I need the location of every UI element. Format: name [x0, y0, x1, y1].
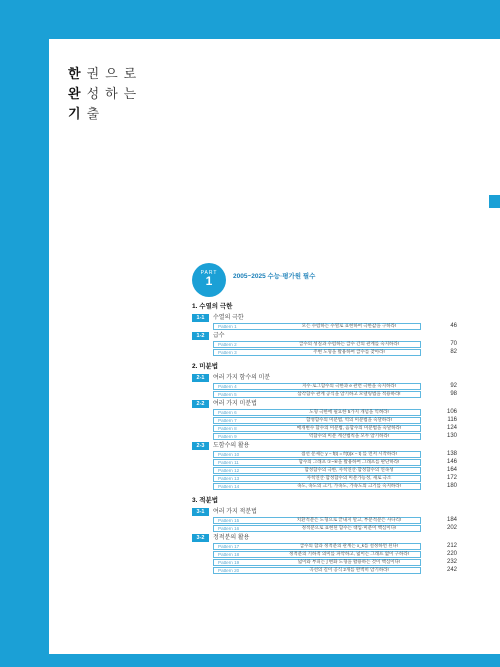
section-row: [192, 507, 462, 516]
part-label: PART: [200, 270, 218, 276]
pattern-box: [213, 559, 421, 566]
pattern-description: 지수·로그함수의 극한과 e 관련 극한을 숙지하라!: [301, 383, 397, 388]
pattern-entry[interactable]: [192, 466, 462, 474]
pattern-entry[interactable]: [192, 432, 462, 440]
pattern-description: 접선 문제는 y − f(t) = f'(t)(x − t) 를 먼저 시작하라!: [301, 451, 397, 456]
pattern-box: [213, 543, 421, 550]
page-number: 82: [450, 349, 457, 355]
pattern-description: 합성함수의 극한, 사칙연산·합성함수의 연속성: [304, 467, 394, 472]
pattern-label: Pattern 7: [218, 417, 237, 423]
book-title-row-1: [68, 64, 142, 84]
pattern-label: Pattern 12: [218, 467, 240, 473]
pattern-entry[interactable]: [192, 450, 462, 458]
section-row: [192, 331, 462, 340]
section-title: 여러 가지 미분법: [213, 400, 257, 407]
pattern-label: Pattern 19: [218, 559, 240, 565]
section-title: 여러 가지 함수의 미분: [213, 374, 271, 381]
page-number: 106: [446, 409, 457, 415]
pattern-label: Pattern 1: [218, 323, 237, 329]
pattern-label: Pattern 15: [218, 517, 240, 523]
page-number: 180: [446, 483, 457, 489]
page-number: 232: [446, 559, 457, 565]
section-row: [192, 399, 462, 408]
pattern-box: [213, 451, 421, 458]
book-title-row-3: [68, 104, 142, 124]
pattern-label: Pattern 4: [218, 383, 237, 389]
pattern-entry[interactable]: [192, 382, 462, 390]
pattern-description: 급수의 합과 정적분의 관계는 x_k를 설정하면 된다!: [299, 543, 399, 548]
part-title: 2005~2025 수능·평가원 필수: [233, 273, 316, 280]
pattern-entry[interactable]: [192, 390, 462, 398]
pattern-box: [213, 567, 421, 574]
chapter-title: 2. 미분법: [192, 363, 219, 370]
pattern-box: [213, 417, 421, 424]
page-number: 124: [446, 425, 457, 431]
section-title: 여러 가지 적분법: [213, 508, 257, 515]
section-title: 도함수의 활용: [213, 442, 250, 449]
section-number-badge: 2-3: [192, 442, 209, 450]
section-row: [192, 313, 462, 322]
pattern-description: 모든 수렴하는 수열로 표현하여 극한값을 구하라!: [301, 323, 397, 328]
section-number-badge: 2-2: [192, 400, 209, 408]
pattern-description: 곡선의 길이 공식 2개를 완벽히 암기하라!: [309, 567, 389, 572]
pattern-description: 넓이와 부피는 ∫ 변화 도형을 활용하는 것이 핵심이다!: [297, 559, 401, 564]
pattern-description: 사칙연산·합성함수의 미분가능성, 새로 극소: [306, 475, 392, 480]
pattern-label: Pattern 3: [218, 349, 237, 355]
part-badge: [192, 263, 226, 297]
title-initial: 한: [68, 66, 87, 81]
title-rest: 권으로: [86, 66, 143, 81]
section-row: [192, 533, 462, 542]
pattern-entry[interactable]: [192, 524, 462, 532]
page-number: 70: [450, 341, 457, 347]
pattern-entry[interactable]: [192, 408, 462, 416]
pattern-box: [213, 467, 421, 474]
pattern-description: 치환적분은 도형으로 끝내지 말고, 부분적분은 사다리!: [296, 517, 402, 522]
pattern-box: [213, 517, 421, 524]
pattern-label: Pattern 11: [218, 459, 239, 465]
pattern-description: 주변 도형을 활용하여 급수를 찾아라!: [313, 349, 385, 354]
pattern-label: Pattern 9: [218, 433, 237, 439]
pattern-entry[interactable]: [192, 558, 462, 566]
table-of-contents: [192, 296, 462, 574]
pattern-entry[interactable]: [192, 474, 462, 482]
pattern-box: [213, 475, 421, 482]
pattern-box: [213, 383, 421, 390]
section-row: [192, 441, 462, 450]
chapter-title: 3. 적분법: [192, 497, 219, 504]
pattern-entry[interactable]: [192, 566, 462, 574]
book-title-row-2: [68, 84, 142, 104]
pattern-entry[interactable]: [192, 550, 462, 558]
page-number: 130: [446, 433, 457, 439]
pattern-entry[interactable]: [192, 424, 462, 432]
pattern-box: [213, 409, 421, 416]
pattern-description: 속도, 속도의 크기, 가속도, 가속도의 크기를 숙지하라!: [297, 483, 401, 488]
pattern-label: Pattern 6: [218, 409, 237, 415]
title-rest: 성하는: [86, 86, 143, 101]
section-number-badge: 2-1: [192, 374, 209, 382]
page-number: 138: [446, 451, 457, 457]
pattern-entry[interactable]: [192, 416, 462, 424]
pattern-description: 매개변수 함수의 미분법, 음함수의 미분법을 숙달하라!: [296, 425, 402, 430]
pattern-label: Pattern 17: [218, 543, 240, 549]
pattern-description: 정적분의 기하적 의미를 파악하고, 넓이는 그래프 없이 구하라!: [289, 551, 409, 556]
section-number-badge: 3-2: [192, 534, 209, 542]
pattern-description: 함수의 그래프 ①~⑥을 활용하여 그래프를 판단하라!: [298, 459, 400, 464]
pattern-label: Pattern 18: [218, 551, 240, 557]
pattern-label: Pattern 2: [218, 341, 237, 347]
section-title: 수열의 극한: [213, 314, 244, 321]
section-number-badge: 3-1: [192, 508, 209, 516]
pattern-box: [213, 433, 421, 440]
page-number: 92: [450, 383, 457, 389]
part-number: 1: [205, 274, 213, 288]
page-number: 220: [446, 551, 457, 557]
pattern-box: [213, 323, 421, 330]
pattern-label: Pattern 8: [218, 425, 237, 431]
pattern-description: 삼각함수 관계 공식을 암기하고 모델링법을 적용하라!: [297, 391, 401, 396]
pattern-entry[interactable]: [192, 482, 462, 490]
pattern-entry[interactable]: [192, 458, 462, 466]
page-number: 116: [447, 417, 457, 423]
pattern-box: [213, 425, 421, 432]
page-number: 146: [446, 459, 457, 465]
pattern-description: 도형 극한에 필요한 5가지 개념을 익혀라!: [309, 409, 389, 414]
pattern-entry[interactable]: [192, 322, 462, 330]
page-number: 242: [446, 567, 457, 573]
title-initial: 완: [68, 86, 87, 101]
side-tab-marker: [489, 195, 500, 208]
chapter-title: 1. 수열의 극한: [192, 303, 233, 310]
section-row: [192, 373, 462, 382]
page-number: 164: [446, 467, 457, 473]
pattern-entry[interactable]: [192, 348, 462, 356]
pattern-box: [213, 551, 421, 558]
section-number-badge: 1-1: [192, 314, 209, 322]
pattern-entry[interactable]: [192, 516, 462, 524]
pattern-box: [213, 525, 421, 532]
pattern-box: [213, 459, 421, 466]
pattern-box: [213, 483, 421, 490]
pattern-label: Pattern 14: [218, 483, 240, 489]
section-number-badge: 1-2: [192, 332, 209, 340]
pattern-label: Pattern 10: [218, 451, 240, 457]
section-title: 급수: [213, 332, 225, 339]
pattern-description: 합성함수의 미분법, 역의 미분법을 숙달하라!: [306, 417, 392, 422]
page-number: 202: [446, 525, 457, 531]
page-number: 212: [446, 543, 457, 549]
page-number: 172: [446, 475, 457, 481]
section-title: 정적분의 활용: [213, 534, 250, 541]
pattern-box: [213, 391, 421, 398]
page-number: 46: [450, 323, 457, 329]
pattern-description: 정적분으로 표현된 함수는 대입·미분이 핵심이다!: [301, 525, 397, 530]
pattern-box: [213, 349, 421, 356]
pattern-box: [213, 341, 421, 348]
pattern-entry[interactable]: [192, 340, 462, 348]
page-number: 98: [450, 391, 457, 397]
pattern-label: Pattern 5: [218, 391, 237, 397]
pattern-label: Pattern 16: [218, 525, 240, 531]
pattern-label: Pattern 20: [218, 567, 240, 573]
title-rest: 출: [86, 106, 106, 121]
book-title: [68, 64, 142, 124]
pattern-description: 역함수의 미분 계산법칙을 모두 암기하라!: [308, 433, 390, 438]
page-number: 184: [446, 517, 457, 523]
pattern-entry[interactable]: [192, 542, 462, 550]
pattern-label: Pattern 13: [218, 475, 240, 481]
pattern-description: 급수의 성질과 수렴하는 급수 간의 관계를 숙지하라!: [298, 341, 400, 346]
title-initial: 기: [68, 106, 87, 121]
